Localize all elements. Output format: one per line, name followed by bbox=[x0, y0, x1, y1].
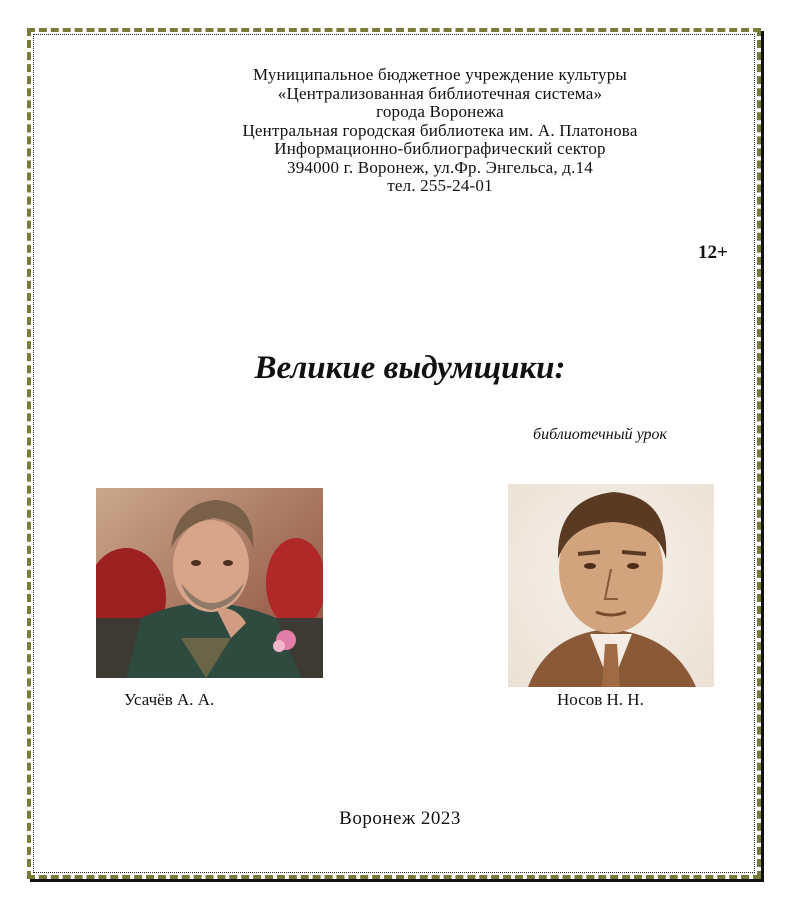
header-line: 394000 г. Воронеж, ул.Фр. Энгельса, д.14 bbox=[287, 157, 593, 177]
age-rating: 12+ bbox=[698, 242, 728, 263]
portrait-usachev-image bbox=[96, 488, 323, 678]
portrait-caption-usachev: Усачёв А. А. bbox=[124, 690, 215, 709]
header-line: Муниципальное бюджетное учреждение культуры bbox=[252, 65, 628, 84]
header-line: города Воронежа bbox=[376, 102, 504, 121]
header-line: «Централизованная библиотечная система» bbox=[277, 83, 603, 103]
portrait-photo-right bbox=[508, 484, 714, 687]
document-title: Великие выдумщики: bbox=[254, 350, 566, 386]
document-subtitle: библиотечный урок bbox=[533, 426, 667, 443]
city-year: Воронеж 2023 bbox=[339, 808, 461, 829]
portrait-nosov-image bbox=[508, 484, 714, 687]
portrait-photo-left bbox=[96, 488, 323, 678]
header-line: Информационно-библиографический сектор bbox=[274, 139, 606, 158]
institution-header bbox=[120, 66, 760, 196]
header-line: тел. 255-24-01 bbox=[387, 176, 493, 195]
header-line: Центральная городская библиотека им. А. Платонова bbox=[242, 120, 638, 140]
portrait-caption-nosov: Носов Н. Н. bbox=[557, 690, 644, 709]
